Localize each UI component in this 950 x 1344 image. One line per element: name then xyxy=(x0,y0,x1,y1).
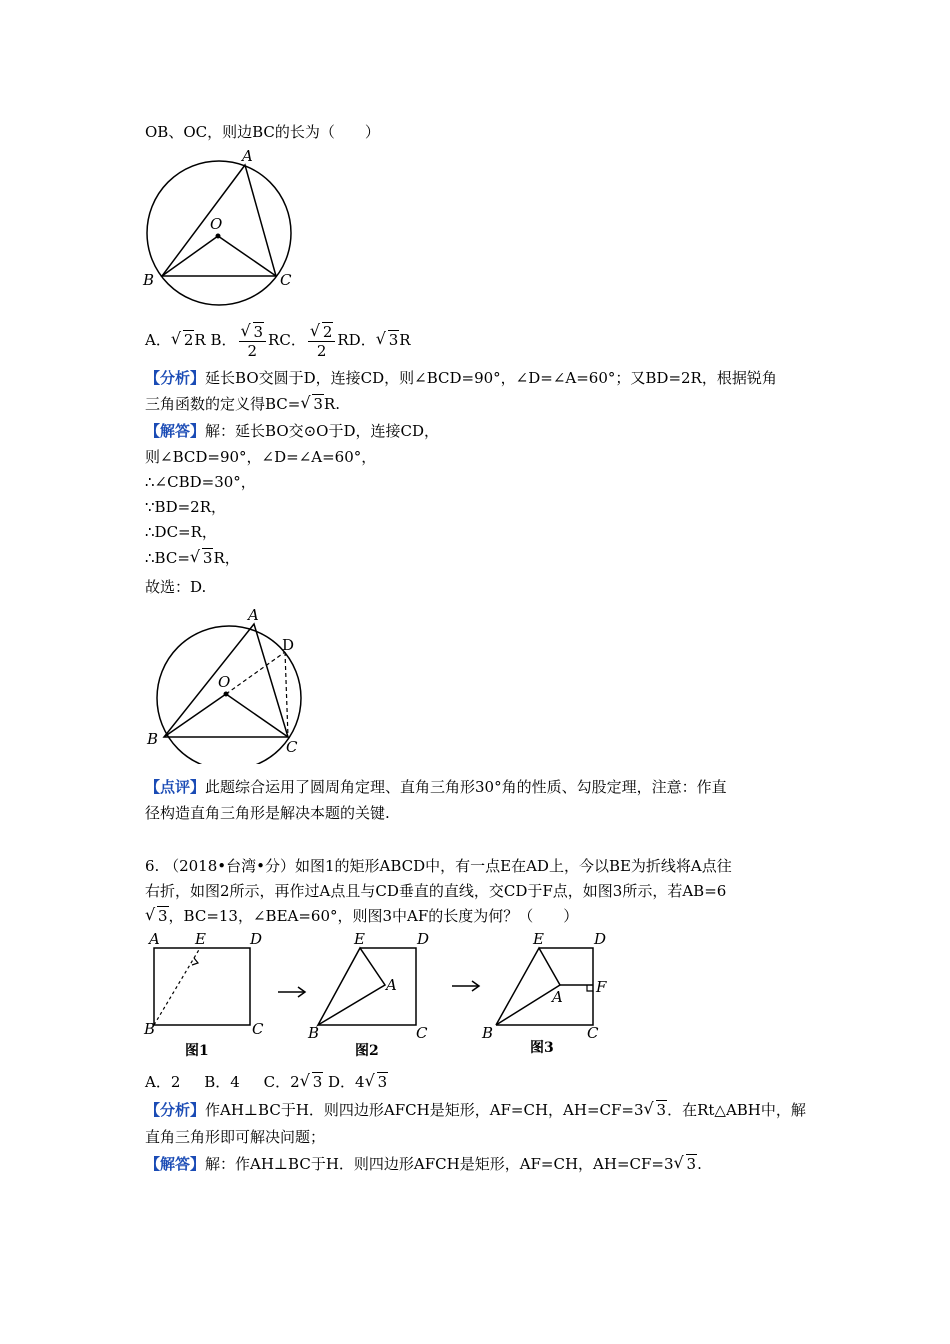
q6-stem-line-3 xyxy=(145,905,578,927)
q6-analysis-tag: 【分析】 xyxy=(145,1101,206,1119)
q6-options xyxy=(145,1071,388,1093)
q6-option-c-prefix: C．2 xyxy=(263,1073,300,1091)
q5-option-c-numerator: 2 xyxy=(322,322,333,341)
q6-option-c-sqrt: √ 3 xyxy=(299,1071,323,1091)
q6-option-d-prefix: D．4 xyxy=(328,1073,365,1091)
q6-fig3-label-e: E xyxy=(533,930,544,948)
q6-fig3-label-f: F xyxy=(596,978,607,996)
q6-fig3-label-d: D xyxy=(594,930,607,948)
q5-figure-circle-with-d xyxy=(140,604,320,764)
q6-fig2-label-a: A xyxy=(386,976,397,994)
q6-fig2-label-c: C xyxy=(416,1024,428,1042)
q6-analysis-line-1 xyxy=(145,1099,806,1121)
q5-solution-text-6b: R， xyxy=(213,549,240,567)
q6-fig1-caption: 图1 xyxy=(185,1043,209,1059)
q5-fig1-label-a: A xyxy=(242,148,253,165)
q6-fig2-label-e: E xyxy=(354,930,365,948)
q5-option-c-suffix: R xyxy=(337,331,349,349)
q5-solution-sqrt: √ 3 xyxy=(189,547,213,567)
q6-solution-tag: 【解答】 xyxy=(145,1155,206,1173)
q5-option-b-fraction: √ 3 2 xyxy=(239,323,267,360)
q5-figure-circle xyxy=(140,148,300,308)
q5-analysis-text-2a: 三角函数的定义得BC= xyxy=(145,395,301,413)
q5-option-b-denominator: 2 xyxy=(247,341,258,360)
q5-analysis-tag: 【分析】 xyxy=(145,369,206,387)
q6-analysis-line-2: 直角三角形即可解决问题； xyxy=(145,1128,326,1146)
q5-fig1-label-c: C xyxy=(280,271,292,289)
q6-solution-radicand: 3 xyxy=(686,1155,697,1173)
q5-option-d-suffix: R xyxy=(399,331,411,349)
q5-solution-text-1: 解：延长BO交⊙O于D，连接CD， xyxy=(205,422,440,440)
q6-fig3-label-a: A xyxy=(552,988,563,1006)
q5-fig1-label-b: B xyxy=(143,271,155,289)
q6-fig1-label-c: C xyxy=(252,1020,264,1038)
q5-option-d-radicand: 3 xyxy=(388,331,399,349)
q5-option-a-prefix: A． xyxy=(145,331,171,349)
q5-analysis-line-2 xyxy=(145,393,340,415)
q6-solution-text-1a: 解：作AH⊥BC于H．则四边形AFCH是矩形，AF=CH，AH=CF=3 xyxy=(205,1155,674,1173)
q5-fig2-label-b: B xyxy=(147,730,159,748)
q6-fig3-label-b: B xyxy=(482,1024,494,1042)
q5-solution-line-3: ∴∠CBD=30°， xyxy=(145,473,256,491)
q6-fig2-label-d: D xyxy=(417,930,430,948)
q6-stem-radicand: 3 xyxy=(158,907,168,925)
q5-analysis-sqrt: √ 3 xyxy=(300,393,323,413)
q6-solution-text-1b: . xyxy=(697,1155,702,1173)
q5-option-b-suffix: R xyxy=(268,331,280,349)
q5-solution-tag: 【解答】 xyxy=(145,422,206,440)
q5-comment-text-1: 此题综合运用了圆周角定理、直角三角形30°角的性质、勾股定理，注意：作直 xyxy=(205,778,727,796)
q6-fig2-label-b: B xyxy=(308,1024,320,1042)
q5-option-a-suffix: R xyxy=(194,331,206,349)
q5-analysis-radicand: 3 xyxy=(313,395,323,413)
q6-option-c-radicand: 3 xyxy=(312,1073,323,1091)
q5-solution-line-4: ∵BD=2R， xyxy=(145,498,226,516)
q5-option-c-prefix: C． xyxy=(279,331,306,349)
q6-analysis-radicand: 3 xyxy=(656,1101,667,1119)
q6-fig1-label-a: A xyxy=(149,930,160,948)
q6-analysis-text-1b: ．在Rt△ABH中，解 xyxy=(667,1101,806,1119)
q6-fig1-label-d: D xyxy=(250,930,263,948)
q5-option-c-denominator: 2 xyxy=(316,341,327,360)
q6-fig1-label-e: E xyxy=(195,930,206,948)
q6-fig2-caption: 图2 xyxy=(355,1043,379,1059)
q5-option-d-prefix: D． xyxy=(348,331,376,349)
q5-options xyxy=(145,322,411,360)
q6-option-b: B．4 xyxy=(204,1073,240,1091)
q5-comment-line-1 xyxy=(145,776,727,798)
q5-solution-line-6 xyxy=(145,547,240,569)
q5-solution-line-1 xyxy=(145,420,439,442)
q6-stem-sqrt: √ 3 xyxy=(145,905,168,925)
q5-option-d-sqrt: √ 3 xyxy=(375,329,399,349)
q5-fig1-label-o: O xyxy=(210,215,223,233)
q6-figures xyxy=(140,930,620,1065)
q6-fig3-caption: 图3 xyxy=(530,1040,554,1056)
q5-analysis-line-1 xyxy=(145,367,777,389)
q5-option-c-fraction: √ 2 2 xyxy=(308,323,336,360)
q5-option-a-radicand: 2 xyxy=(183,331,194,349)
q5-comment-tag: 【点评】 xyxy=(145,778,206,796)
q5-fig2-label-c: C xyxy=(286,738,298,756)
q6-solution-sqrt: √ 3 xyxy=(673,1153,697,1173)
q5-solution-line-2: 则∠BCD=90°，∠D=∠A=60°， xyxy=(145,448,377,466)
q6-fig3-label-c: C xyxy=(587,1024,599,1042)
q6-option-d-sqrt: √ 3 xyxy=(364,1071,388,1091)
q5-fig2-label-a: A xyxy=(248,606,259,624)
q6-stem-line-2: 右折，如图2所示，再作过A点且与CD垂直的直线，交CD于F点，如图3所示，若AB=6 xyxy=(145,882,727,900)
q5-option-b-prefix: B． xyxy=(210,331,237,349)
q5-stem-tail: OB、OC，则边BC的长为（ ） xyxy=(145,123,380,141)
q5-solution-line-5: ∴DC=R， xyxy=(145,523,217,541)
q6-option-a: A．2 xyxy=(145,1073,181,1091)
q5-option-b-numerator: 3 xyxy=(253,322,264,341)
q6-fig1-label-b: B xyxy=(144,1020,156,1038)
q5-solution-line-7: 故选：D. xyxy=(145,578,207,596)
q6-stem-line-1: 6. （2018•台湾•分）如图1的矩形ABCD中，有一点E在AD上，今以BE为折线将A点往 xyxy=(145,857,732,875)
q6-stem-text-3: ，BC=13，∠BEA=60°，则图3中AF的长度为何？（ ） xyxy=(168,907,579,925)
q6-option-d-radicand: 3 xyxy=(377,1073,388,1091)
q5-comment-line-2: 径构造直角三角形是解决本题的关键. xyxy=(145,804,390,822)
q5-fig2-label-o: O xyxy=(218,673,231,691)
q5-analysis-text-1: 延长BO交圆于D，连接CD，则∠BCD=90°，∠D=∠A=60°；又BD=2R，根据锐角 xyxy=(205,369,777,387)
q6-analysis-text-1a: 作AH⊥BC于H．则四边形AFCH是矩形，AF=CH，AH=CF=3 xyxy=(205,1101,644,1119)
q5-solution-radicand: 3 xyxy=(202,549,213,567)
q5-fig2-label-d: D xyxy=(282,636,295,654)
q6-solution-line-1 xyxy=(145,1153,702,1175)
q5-analysis-text-2b: R. xyxy=(323,395,340,413)
q6-analysis-sqrt: √ 3 xyxy=(643,1099,667,1119)
q5-option-a-sqrt: √ 2 xyxy=(170,329,194,349)
q5-solution-text-6a: ∴BC= xyxy=(145,549,190,567)
